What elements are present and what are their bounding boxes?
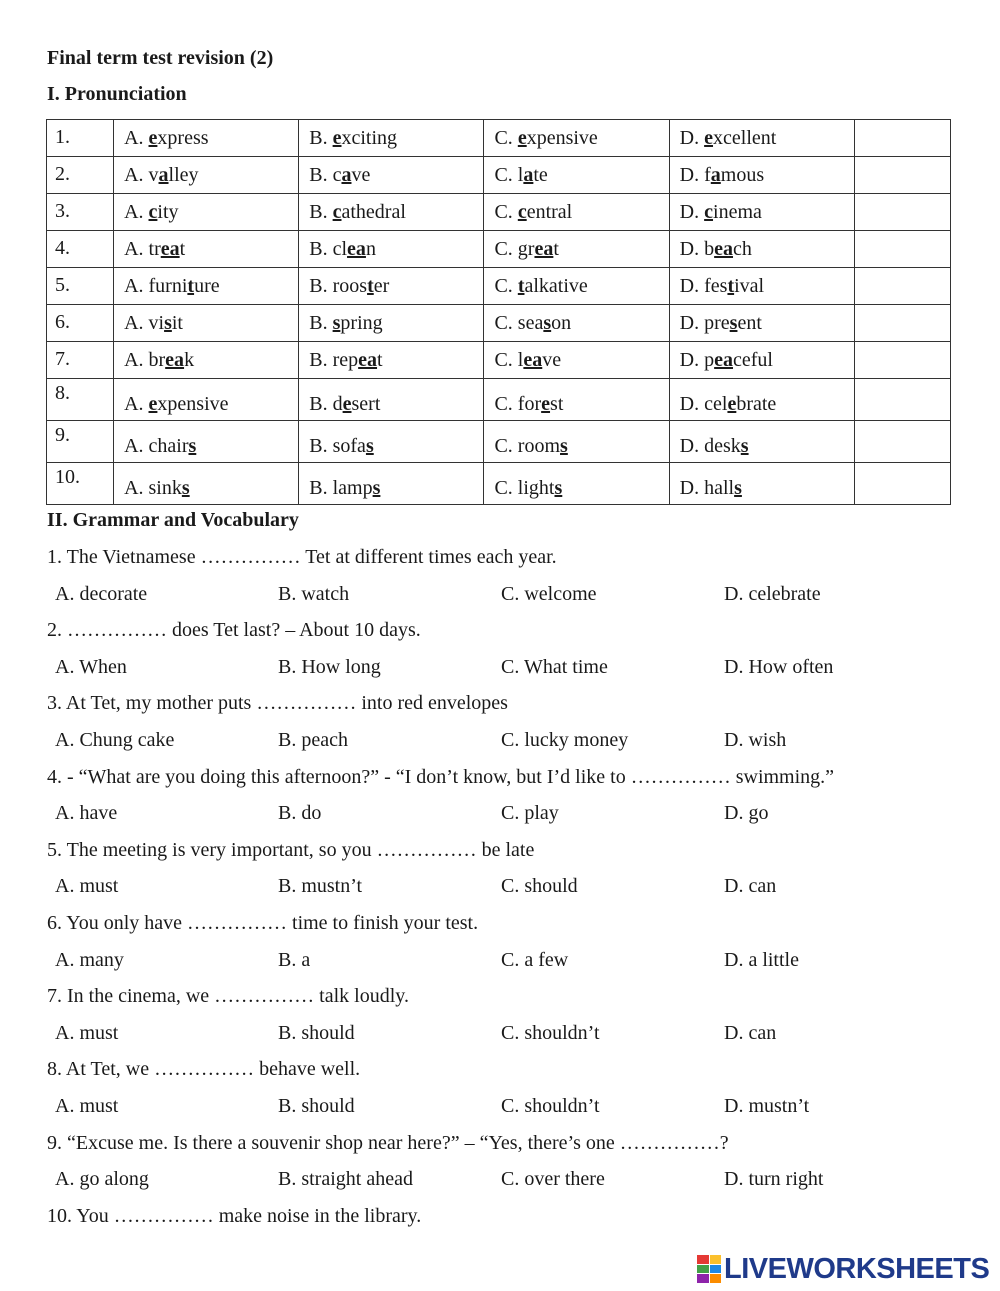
answer-option[interactable]: D. go xyxy=(724,802,769,825)
row-number: 10. xyxy=(47,463,114,505)
underlined-letters: ea xyxy=(714,348,734,371)
answer-cell[interactable] xyxy=(854,342,950,379)
row-number: 5. xyxy=(47,268,114,305)
word-prefix: B. xyxy=(309,200,333,223)
underlined-letters: ea xyxy=(523,348,543,371)
answer-option[interactable]: C. over there xyxy=(501,1168,605,1191)
word-option xyxy=(484,379,669,421)
underlined-letters: s xyxy=(365,435,374,457)
underlined-letters: a xyxy=(710,163,721,186)
word-prefix: C. room xyxy=(494,435,561,457)
word-suffix: ve xyxy=(542,348,562,371)
answer-option[interactable]: A. decorate xyxy=(55,582,148,605)
answer-option[interactable]: D. celebrate xyxy=(724,582,821,605)
word-suffix: ent xyxy=(737,311,762,334)
pronunciation-row xyxy=(47,421,951,463)
underlined-letters: s xyxy=(543,311,552,334)
word-suffix: ival xyxy=(734,274,765,297)
section-heading-pronunciation: I. Pronunciation xyxy=(47,83,187,105)
word-prefix: A. vi xyxy=(124,311,165,334)
underlined-letters: s xyxy=(181,477,190,499)
word-prefix: C. xyxy=(494,200,518,223)
word-suffix: k xyxy=(184,348,195,371)
word-prefix: A. v xyxy=(124,163,159,186)
answer-options xyxy=(47,946,947,983)
answer-option[interactable]: C. lucky money xyxy=(501,728,629,751)
question-text: 3. At Tet, my mother puts …………… into red envelopes xyxy=(47,692,508,715)
underlined-letters: e xyxy=(148,126,158,149)
answer-option[interactable]: A. must xyxy=(55,1021,119,1044)
word-suffix: alkative xyxy=(524,274,588,297)
answer-option[interactable]: C. play xyxy=(501,802,559,825)
word-prefix: D. pre xyxy=(679,311,730,334)
answer-cell[interactable] xyxy=(854,231,950,268)
underlined-letters: e xyxy=(727,393,737,415)
word-suffix: st xyxy=(550,393,564,415)
word-option xyxy=(114,120,299,157)
answer-option[interactable]: B. should xyxy=(278,1094,355,1117)
word-option xyxy=(484,421,669,463)
word-suffix: brate xyxy=(736,393,777,415)
word-prefix: A. xyxy=(124,393,149,415)
word-prefix: C. for xyxy=(494,393,542,415)
question-text: 7. In the cinema, we …………… talk loudly. xyxy=(47,985,409,1008)
answer-option[interactable]: C. shouldn’t xyxy=(501,1094,600,1117)
word-option xyxy=(484,463,669,505)
row-number: 6. xyxy=(47,305,114,342)
word-option xyxy=(114,268,299,305)
word-option xyxy=(299,379,484,421)
answer-option[interactable]: C. welcome xyxy=(501,582,597,605)
question-text: 5. The meeting is very important, so you …………… be late xyxy=(47,838,535,861)
pronunciation-row xyxy=(47,463,951,505)
word-option xyxy=(669,342,854,379)
pronunciation-row xyxy=(47,194,951,231)
liveworksheets-logo xyxy=(697,1252,989,1286)
word-option xyxy=(484,268,669,305)
answer-option[interactable]: C. shouldn’t xyxy=(501,1021,600,1044)
word-prefix: D. fes xyxy=(679,274,728,297)
underlined-letters: ea xyxy=(347,237,366,260)
word-suffix: entral xyxy=(526,200,573,223)
underlined-letters: ea xyxy=(165,348,185,371)
word-prefix: A. sink xyxy=(124,477,182,499)
word-suffix: ceful xyxy=(733,348,773,371)
word-suffix: t xyxy=(179,237,186,260)
answer-options xyxy=(47,1092,947,1129)
question-text: 2. …………… does Tet last? – About 10 days. xyxy=(47,619,421,642)
word-suffix: mous xyxy=(720,163,765,186)
underlined-letters: s xyxy=(740,435,749,457)
question-text: 8. At Tet, we …………… behave well. xyxy=(47,1058,361,1081)
pronunciation-row xyxy=(47,231,951,268)
word-option xyxy=(669,194,854,231)
pronunciation-row xyxy=(47,379,951,421)
section-heading-grammar: II. Grammar and Vocabulary xyxy=(47,509,299,531)
word-prefix: D. f xyxy=(679,163,711,186)
word-suffix: pring xyxy=(340,311,383,334)
pronunciation-row xyxy=(47,268,951,305)
question-text: 1. The Vietnamese …………… Tet at different times each year. xyxy=(47,546,557,568)
answer-option[interactable]: D. wish xyxy=(724,728,787,751)
word-prefix: B. xyxy=(309,311,333,334)
underlined-letters: s xyxy=(164,311,172,334)
word-prefix: B. lamp xyxy=(309,477,373,499)
logo-tile xyxy=(710,1255,722,1264)
word-prefix: D. xyxy=(679,126,705,149)
row-number: 4. xyxy=(47,231,114,268)
word-option xyxy=(669,120,854,157)
word-prefix: C. xyxy=(494,126,518,149)
row-number: 2. xyxy=(47,157,114,194)
row-number: 8. xyxy=(47,379,114,421)
word-prefix: D. cel xyxy=(679,393,728,415)
answer-cell[interactable] xyxy=(854,421,950,463)
answer-options xyxy=(47,799,947,836)
word-suffix: ve xyxy=(351,163,371,186)
word-suffix: xpensive xyxy=(526,126,598,149)
underlined-letters: e xyxy=(541,393,551,415)
answer-option[interactable]: A. When xyxy=(55,655,127,678)
answer-option[interactable]: D. a little xyxy=(724,948,799,971)
underlined-letters: t xyxy=(367,274,374,297)
word-suffix: athedral xyxy=(341,200,406,223)
word-prefix: A. br xyxy=(124,348,166,371)
underlined-letters: s xyxy=(729,311,738,334)
word-option xyxy=(484,120,669,157)
underlined-letters: ea xyxy=(160,237,180,260)
word-suffix: inema xyxy=(713,200,762,223)
word-option xyxy=(669,421,854,463)
answer-options xyxy=(47,580,947,617)
answer-option[interactable]: C. a few xyxy=(501,948,569,971)
word-option xyxy=(114,342,299,379)
word-option xyxy=(669,231,854,268)
answer-cell[interactable] xyxy=(854,379,950,421)
word-prefix: A. xyxy=(124,126,149,149)
underlined-letters: ea xyxy=(714,237,734,260)
answer-option[interactable]: D. turn right xyxy=(724,1168,824,1191)
word-suffix: xcellent xyxy=(713,126,777,149)
word-option xyxy=(669,379,854,421)
word-option xyxy=(114,421,299,463)
word-suffix: sert xyxy=(351,393,381,415)
word-option xyxy=(484,231,669,268)
word-option xyxy=(299,463,484,505)
answer-option[interactable]: A. Chung cake xyxy=(55,728,175,751)
underlined-letters: ea xyxy=(358,348,378,371)
underlined-letters: e xyxy=(342,393,352,415)
answer-option[interactable]: B. watch xyxy=(278,582,350,605)
underlined-letters: t xyxy=(727,274,735,297)
answer-options xyxy=(47,1165,947,1202)
word-option xyxy=(669,305,854,342)
logo-tile xyxy=(710,1265,722,1274)
word-prefix: D. xyxy=(679,200,705,223)
answer-option[interactable]: A. must xyxy=(55,875,119,898)
answer-option[interactable]: B. should xyxy=(278,1021,355,1044)
underlined-letters: s xyxy=(332,311,341,334)
answer-option[interactable]: C. What time xyxy=(501,655,608,678)
answer-options xyxy=(47,872,947,909)
word-option xyxy=(299,268,484,305)
answer-option[interactable]: B. a xyxy=(278,948,311,971)
answer-option[interactable]: D. can xyxy=(724,1021,777,1044)
answer-option[interactable]: A. go along xyxy=(55,1168,149,1191)
word-suffix: xpress xyxy=(157,126,209,149)
answer-cell[interactable] xyxy=(854,268,950,305)
word-option xyxy=(299,120,484,157)
answer-option[interactable]: B. straight ahead xyxy=(278,1168,413,1191)
word-prefix: A. chair xyxy=(124,435,189,457)
answer-options xyxy=(47,653,947,690)
word-prefix: C. xyxy=(494,274,518,297)
underlined-letters: e xyxy=(148,393,158,415)
word-prefix: C. gr xyxy=(494,237,535,260)
word-option xyxy=(299,157,484,194)
answer-option[interactable]: C. should xyxy=(501,875,578,898)
pronunciation-row xyxy=(47,342,951,379)
underlined-letters: s xyxy=(560,435,568,457)
word-option xyxy=(299,421,484,463)
word-prefix: B. xyxy=(309,126,333,149)
pronunciation-row xyxy=(47,120,951,157)
row-number: 7. xyxy=(47,342,114,379)
underlined-letters: t xyxy=(187,274,195,297)
word-option xyxy=(484,194,669,231)
question-text: 6. You only have …………… time to finish your test. xyxy=(47,911,479,934)
answer-option[interactable]: B. peach xyxy=(278,728,348,751)
word-suffix: ity xyxy=(157,200,179,223)
word-option xyxy=(484,157,669,194)
answer-cell[interactable] xyxy=(854,194,950,231)
underlined-letters: e xyxy=(704,126,714,149)
logo-tile xyxy=(710,1274,722,1283)
underlined-letters: e xyxy=(332,126,342,149)
answer-option[interactable]: D. How often xyxy=(724,655,834,678)
row-number: 3. xyxy=(47,194,114,231)
word-suffix: n xyxy=(365,237,376,260)
underlined-letters: a xyxy=(158,163,169,186)
pronunciation-table xyxy=(46,119,951,505)
answer-option[interactable]: A. must xyxy=(55,1094,119,1117)
word-prefix: D. desk xyxy=(679,435,741,457)
word-option xyxy=(114,231,299,268)
word-suffix: er xyxy=(373,274,390,297)
word-suffix: lley xyxy=(168,163,199,186)
page-title: Final term test revision (2) xyxy=(47,47,274,69)
word-prefix: B. rep xyxy=(309,348,359,371)
answer-option[interactable]: A. have xyxy=(55,802,118,825)
answer-option[interactable]: B. do xyxy=(278,802,322,825)
word-prefix: B. sofa xyxy=(309,435,366,457)
word-prefix: D. b xyxy=(679,237,715,260)
underlined-letters: s xyxy=(372,477,381,499)
underlined-letters: a xyxy=(341,163,352,186)
logo-mark-icon xyxy=(697,1255,721,1283)
row-number: 9. xyxy=(47,421,114,463)
answer-cell[interactable] xyxy=(854,463,950,505)
pronunciation-row xyxy=(47,305,951,342)
word-option xyxy=(669,157,854,194)
logo-tile xyxy=(697,1255,709,1264)
word-option xyxy=(114,305,299,342)
word-prefix: C. light xyxy=(494,477,555,499)
answer-option[interactable]: A. many xyxy=(55,948,124,971)
word-prefix: B. d xyxy=(309,393,343,415)
underlined-letters: t xyxy=(517,274,525,297)
word-option xyxy=(299,342,484,379)
word-suffix: xciting xyxy=(341,126,398,149)
pronunciation-row xyxy=(47,157,951,194)
word-option xyxy=(114,379,299,421)
word-prefix: B. cl xyxy=(309,237,348,260)
word-option xyxy=(484,305,669,342)
question-text: 10. You …………… make noise in the library. xyxy=(47,1204,422,1227)
word-option xyxy=(299,194,484,231)
word-suffix: t xyxy=(377,348,383,371)
answer-cell[interactable] xyxy=(854,305,950,342)
word-prefix: C. l xyxy=(494,163,524,186)
word-suffix: ure xyxy=(194,274,220,297)
question-text: 9. “Excuse me. Is there a souvenir shop near here?” – “Yes, there’s one ……………? xyxy=(47,1131,729,1154)
answer-option[interactable]: D. mustn’t xyxy=(724,1094,810,1117)
word-option xyxy=(484,342,669,379)
answer-option[interactable]: B. How long xyxy=(278,655,381,678)
word-option xyxy=(669,463,854,505)
grammar-question-list xyxy=(47,543,947,1238)
word-prefix: D. p xyxy=(679,348,715,371)
underlined-letters: c xyxy=(332,200,342,223)
underlined-letters: s xyxy=(188,435,197,457)
logo-tile xyxy=(697,1265,709,1274)
answer-options xyxy=(47,1019,947,1056)
answer-option[interactable]: B. mustn’t xyxy=(278,875,363,898)
underlined-letters: ea xyxy=(534,237,554,260)
word-prefix: C. sea xyxy=(494,311,544,334)
row-number: 1. xyxy=(47,120,114,157)
answer-cell[interactable] xyxy=(854,157,950,194)
word-option xyxy=(114,463,299,505)
word-suffix: t xyxy=(553,237,559,260)
answer-cell[interactable] xyxy=(854,120,950,157)
underlined-letters: e xyxy=(517,126,527,149)
underlined-letters: c xyxy=(704,200,714,223)
logo-text: LIVEWORKSHEETS xyxy=(724,1252,990,1285)
word-suffix: ch xyxy=(733,237,752,260)
question-text: 4. - “What are you doing this afternoon?” - “I don’t know, but I’d like to …………… swimming.” xyxy=(47,765,835,788)
word-option xyxy=(669,268,854,305)
answer-option[interactable]: D. can xyxy=(724,875,777,898)
word-prefix: B. c xyxy=(309,163,342,186)
word-option xyxy=(299,231,484,268)
word-suffix: te xyxy=(533,163,548,186)
word-option xyxy=(299,305,484,342)
word-suffix: on xyxy=(551,311,572,334)
answer-options xyxy=(47,726,947,763)
underlined-letters: c xyxy=(148,200,158,223)
word-prefix: C. l xyxy=(494,348,524,371)
word-option xyxy=(114,194,299,231)
word-suffix: xpensive xyxy=(157,393,229,415)
word-prefix: A. furni xyxy=(124,274,188,297)
word-prefix: B. roos xyxy=(309,274,368,297)
word-suffix: it xyxy=(171,311,183,334)
underlined-letters: s xyxy=(554,477,563,499)
word-prefix: A. xyxy=(124,200,149,223)
logo-tile xyxy=(697,1274,709,1283)
underlined-letters: a xyxy=(523,163,534,186)
word-option xyxy=(114,157,299,194)
underlined-letters: s xyxy=(734,477,742,499)
underlined-letters: c xyxy=(517,200,527,223)
word-prefix: D. hall xyxy=(679,477,735,499)
word-prefix: A. tr xyxy=(124,237,161,260)
